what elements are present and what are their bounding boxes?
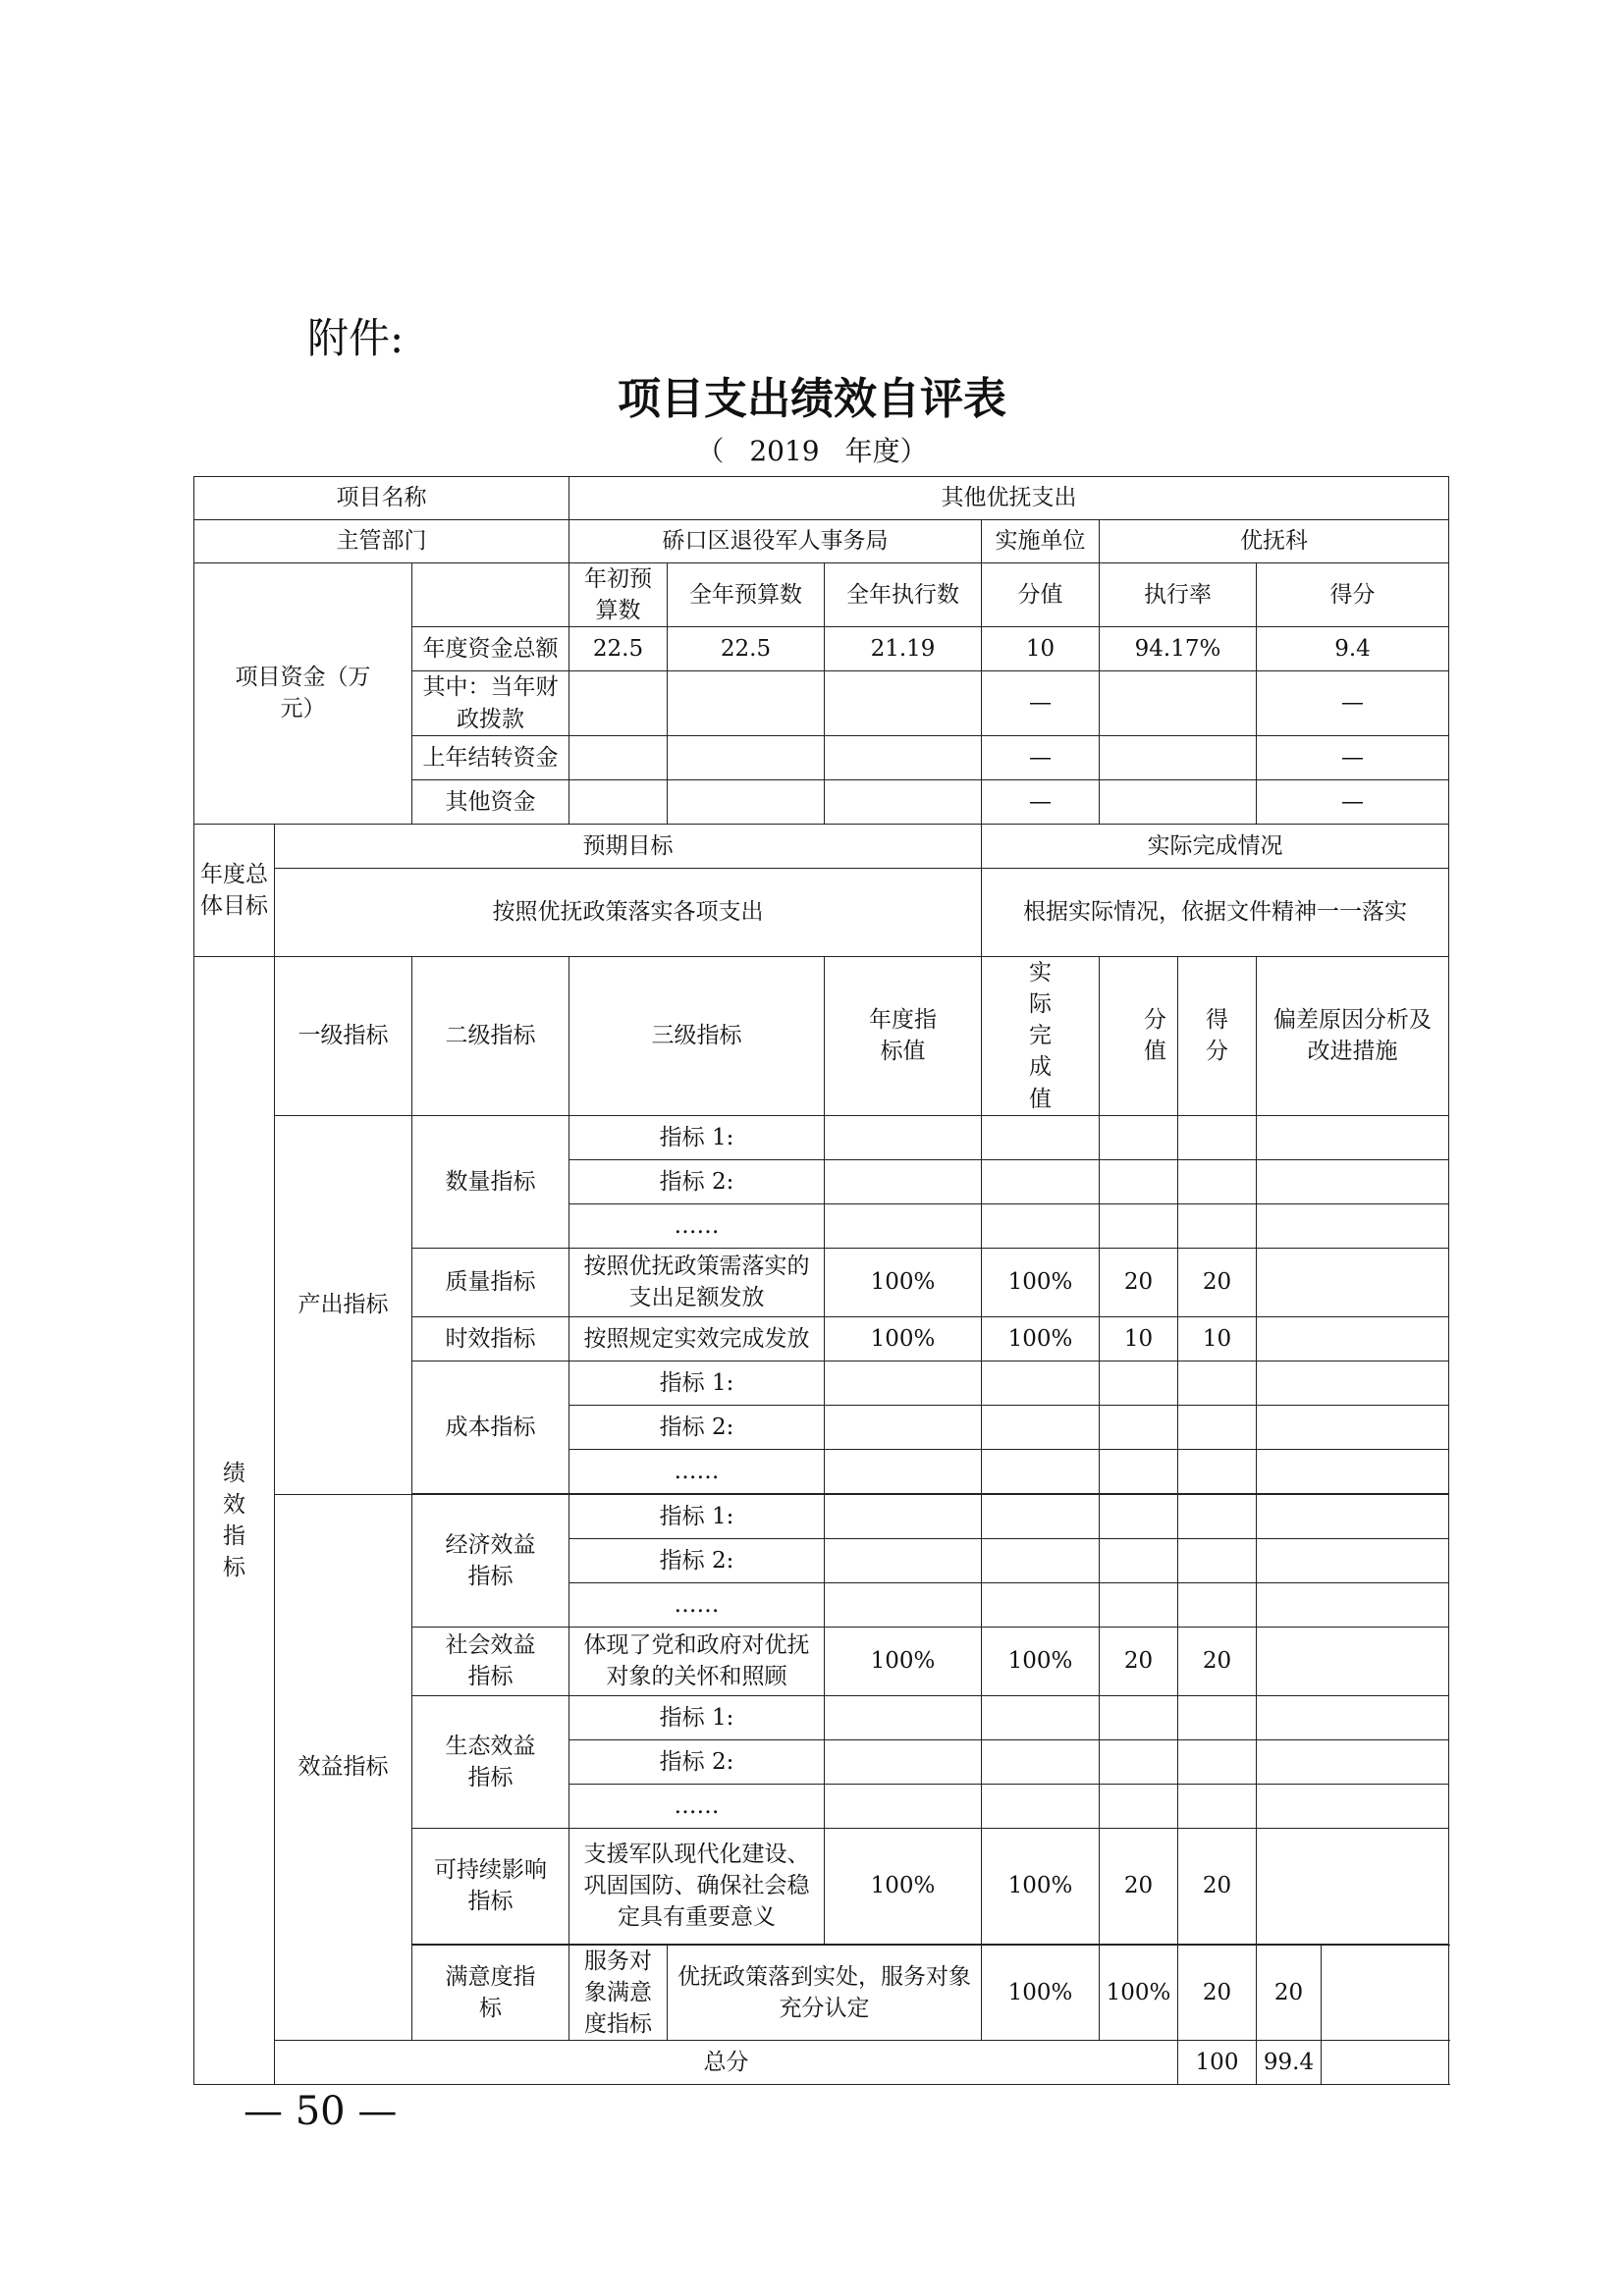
funds-cell <box>668 779 825 824</box>
funds-header: 全年执行数 <box>825 563 982 627</box>
total-label: 总分 <box>275 2041 1178 2085</box>
funds-cell: — <box>1257 779 1449 824</box>
subtitle-suffix: 年度） <box>844 435 928 467</box>
got-value: 10 <box>1178 1316 1257 1361</box>
funds-cell <box>825 735 982 779</box>
benefit-label: 效益指标 <box>275 1494 412 2041</box>
perf-header-score: 分值 <box>1100 956 1178 1115</box>
perf-header-actual: 实际完成值 <box>982 956 1100 1115</box>
attachment-label: 附件: <box>307 314 405 362</box>
perf-header-level3: 三级指标 <box>569 956 825 1115</box>
funds-cell <box>668 735 825 779</box>
actual-value: 100% <box>1100 1945 1178 2041</box>
dept-row <box>194 520 1449 563</box>
output-label: 产出指标 <box>275 1115 412 1494</box>
perf-header-got: 得分 <box>1178 956 1257 1115</box>
target-value: 100% <box>982 1945 1100 2041</box>
goal-row <box>194 868 1449 956</box>
got-value: 20 <box>1178 1627 1257 1695</box>
target-value: 100% <box>825 1248 982 1316</box>
actual-value: 100% <box>982 1248 1100 1316</box>
funds-cell: — <box>982 735 1100 779</box>
funds-cell: 21.19 <box>825 627 982 671</box>
indicator-text: 指标 1: <box>569 1695 825 1739</box>
goal-label: 年度总体目标 <box>194 824 275 956</box>
unit-label: 实施单位 <box>982 520 1100 563</box>
unit-value: 优抚科 <box>1100 520 1449 563</box>
indicator-text: 指标 1: <box>569 1494 825 1538</box>
funds-cell: 22.5 <box>668 627 825 671</box>
perf-header-target: 年度指标值 <box>825 956 982 1115</box>
actual-value: 100% <box>982 1627 1100 1695</box>
sustainable-label: 可持续影响指标 <box>412 1828 569 1944</box>
funds-cell: — <box>982 671 1100 735</box>
funds-cell <box>569 671 668 735</box>
indicator-text: …… <box>569 1203 825 1248</box>
perf-label: 绩效指标 <box>194 956 275 2085</box>
funds-cell <box>1100 779 1257 824</box>
funds-cell <box>825 671 982 735</box>
funds-cell <box>1100 671 1257 735</box>
funds-cell <box>668 671 825 735</box>
funds-header: 年初预算数 <box>569 563 668 627</box>
indicator-text: 按照规定实效完成发放 <box>569 1316 825 1361</box>
funds-row-label: 其他资金 <box>412 779 569 824</box>
indicator-text: …… <box>569 1449 825 1493</box>
indicator-text: 指标 2: <box>569 1538 825 1582</box>
page-title: 项目支出绩效自评表 <box>618 374 1006 424</box>
indicator-text: 按照优抚政策需落实的支出足额发放 <box>569 1248 825 1316</box>
funds-row-label: 其中：当年财政拨款 <box>412 671 569 735</box>
dept-value: 硚口区退役军人事务局 <box>569 520 982 563</box>
funds-label: 项目资金（万元） <box>194 563 412 825</box>
satisfaction-label: 满意度指标 <box>412 1945 569 2041</box>
perf-header-level2: 二级指标 <box>412 956 569 1115</box>
funds-header-row <box>194 563 1449 627</box>
actual-status-label: 实际完成情况 <box>982 824 1449 868</box>
project-name-label: 项目名称 <box>194 477 569 520</box>
funds-cell <box>569 779 668 824</box>
dept-label: 主管部门 <box>194 520 569 563</box>
target-value: 100% <box>825 1627 982 1695</box>
funds-header: 全年预算数 <box>668 563 825 627</box>
project-name-value: 其他优抚支出 <box>569 477 1449 520</box>
subtitle-open: （ <box>696 435 725 467</box>
funds-cell: — <box>1257 735 1449 779</box>
got-value: 20 <box>1178 1248 1257 1316</box>
expected-goal-label: 预期目标 <box>275 824 982 868</box>
self-evaluation-table <box>193 476 1449 2085</box>
funds-cell: — <box>1257 671 1449 735</box>
indicator-row <box>194 1494 1449 1538</box>
indicator-text: …… <box>569 1582 825 1627</box>
project-name-row <box>194 477 1449 520</box>
year-subtitle <box>0 430 1624 469</box>
actual-status: 根据实际情况，依据文件精神一一落实 <box>982 868 1449 956</box>
total-got: 99.4 <box>1257 2041 1322 2085</box>
funds-cell: 9.4 <box>1257 627 1449 671</box>
quality-label: 质量指标 <box>412 1248 569 1316</box>
funds-cell: 94.17% <box>1100 627 1257 671</box>
indicator-text: …… <box>569 1784 825 1828</box>
funds-header: 得分 <box>1257 563 1449 627</box>
perf-header-deviation: 偏差原因分析及改进措施 <box>1257 956 1449 1115</box>
funds-row-label: 上年结转资金 <box>412 735 569 779</box>
funds-cell <box>1100 735 1257 779</box>
funds-cell <box>569 735 668 779</box>
target-value: 100% <box>825 1316 982 1361</box>
funds-cell: 22.5 <box>569 627 668 671</box>
economic-label: 经济效益指标 <box>412 1494 569 1627</box>
score-value: 10 <box>1100 1316 1178 1361</box>
indicator-text: 指标 2: <box>569 1739 825 1784</box>
cost-label: 成本指标 <box>412 1361 569 1493</box>
perf-header-level1: 一级指标 <box>275 956 412 1115</box>
score-value: 20 <box>1100 1248 1178 1316</box>
funds-cell <box>825 779 982 824</box>
perf-header-row <box>194 956 1449 1115</box>
ecological-label: 生态效益指标 <box>412 1695 569 1828</box>
total-row <box>194 2041 1449 2085</box>
funds-header: 分值 <box>982 563 1100 627</box>
subtitle-year: 2019 <box>749 435 820 467</box>
indicator-row <box>194 1115 1449 1159</box>
expected-goal: 按照优抚政策落实各项支出 <box>275 868 982 956</box>
indicator-text: 指标 1: <box>569 1115 825 1159</box>
score-value: 20 <box>1100 1627 1178 1695</box>
score-value: 20 <box>1178 1945 1257 2041</box>
funds-row-label: 年度资金总额 <box>412 627 569 671</box>
indicator-text: 指标 1: <box>569 1361 825 1405</box>
page-number: — 50 — <box>244 2089 398 2134</box>
got-value: 20 <box>1178 1828 1257 1944</box>
indicator-text: 体现了党和政府对优抚对象的关怀和照顾 <box>569 1627 825 1695</box>
indicator-text: 支援军队现代化建设、巩固国防、确保社会稳定具有重要意义 <box>569 1828 825 1944</box>
funds-cell: 10 <box>982 627 1100 671</box>
score-value: 20 <box>1100 1828 1178 1944</box>
goal-header-row <box>194 824 1449 868</box>
funds-cell: — <box>982 779 1100 824</box>
service-label: 服务对象满意度指标 <box>569 1945 668 2041</box>
indicator-text: 指标 2: <box>569 1405 825 1449</box>
actual-value: 100% <box>982 1828 1100 1944</box>
total-score: 100 <box>1178 2041 1257 2085</box>
timeliness-label: 时效指标 <box>412 1316 569 1361</box>
indicator-text: 指标 2: <box>569 1159 825 1203</box>
got-value: 20 <box>1257 1945 1322 2041</box>
quantity-label: 数量指标 <box>412 1115 569 1248</box>
actual-value: 100% <box>982 1316 1100 1361</box>
social-label: 社会效益指标 <box>412 1627 569 1695</box>
indicator-text: 优抚政策落到实处，服务对象充分认定 <box>668 1945 982 2041</box>
target-value: 100% <box>825 1828 982 1944</box>
funds-header: 执行率 <box>1100 563 1257 627</box>
